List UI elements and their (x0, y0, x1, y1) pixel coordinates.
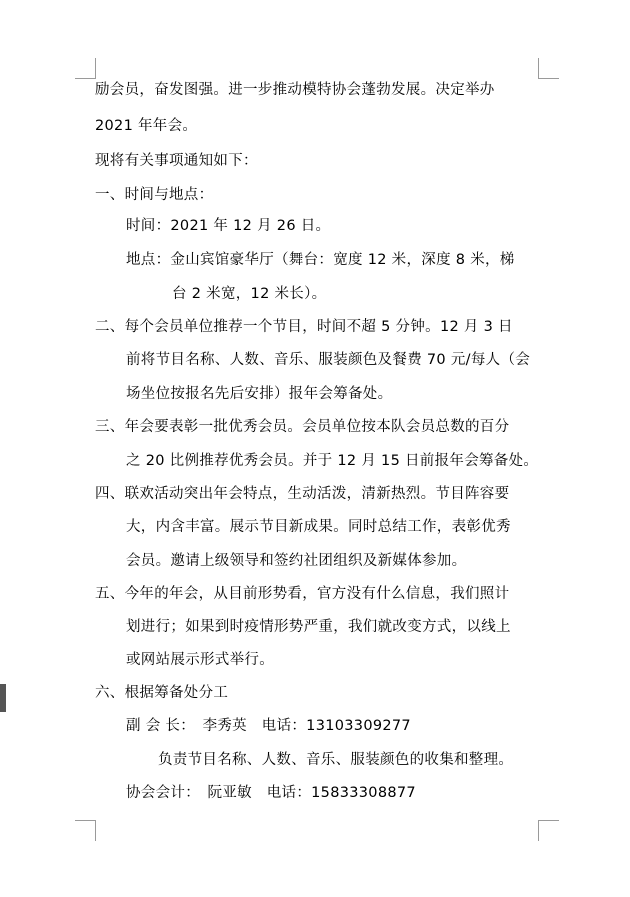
body-line: 2021 年年会。 (95, 118, 198, 134)
crop-mark-top-right (538, 58, 559, 79)
crop-mark-top-left (75, 58, 96, 79)
body-line: 励会员，奋发图强。进一步推动模特协会蓬勃发展。决定举办 (95, 82, 495, 98)
section-heading: 二、每个会员单位推荐一个节目，时间不超 5 分钟。12 月 3 日 (95, 319, 513, 335)
body-line: 台 2 米宽，12 米长）。 (172, 286, 327, 302)
section-heading: 四、联欢活动突出年会特点，生动活泼，清新热烈。节目阵容要 (95, 486, 510, 502)
body-line: 大，内含丰富。展示节目新成果。同时总结工作，表彰优秀 (126, 519, 511, 535)
crop-mark-bottom-right (538, 820, 559, 841)
body-line: 前将节目名称、人数、音乐、服装颜色及餐费 70 元/每人（会 (126, 352, 531, 368)
section-heading: 六、根据筹备处分工 (95, 685, 229, 701)
body-line: 或网站展示形式举行。 (126, 652, 274, 668)
body-line: 时间：2021 年 12 月 26 日。 (126, 218, 331, 234)
body-line: 地点：金山宾馆豪华厅（舞台：宽度 12 米，深度 8 米，梯 (126, 252, 515, 268)
body-line: 负责节目名称、人数、音乐、服装颜色的收集和整理。 (158, 752, 514, 768)
body-line: 划进行；如果到时疫情形势严重，我们就改变方式，以线上 (126, 619, 511, 635)
body-line: 现将有关事项通知如下： (95, 153, 258, 169)
section-heading: 一、时间与地点： (95, 187, 214, 203)
section-heading: 五、今年的年会，从目前形势看，官方没有什么信息，我们照计 (95, 586, 510, 602)
section-heading: 三、年会要表彰一批优秀会员。会员单位按本队会员总数的百分 (95, 419, 510, 435)
body-line: 之 20 比例推荐优秀会员。并于 12 月 15 日前报年会筹备处。 (126, 453, 539, 469)
contact-line: 副 会 长： 李秀英 电话：13103309277 (126, 718, 411, 734)
page-edge-marker (0, 684, 6, 712)
body-line: 场坐位按报名先后安排）报年会筹备处。 (126, 386, 393, 402)
body-line: 会员。邀请上级领导和签约社团组织及新媒体参加。 (126, 553, 467, 569)
contact-line: 协会会计： 阮亚敏 电话：15833308877 (126, 785, 416, 801)
crop-mark-bottom-left (75, 820, 96, 841)
